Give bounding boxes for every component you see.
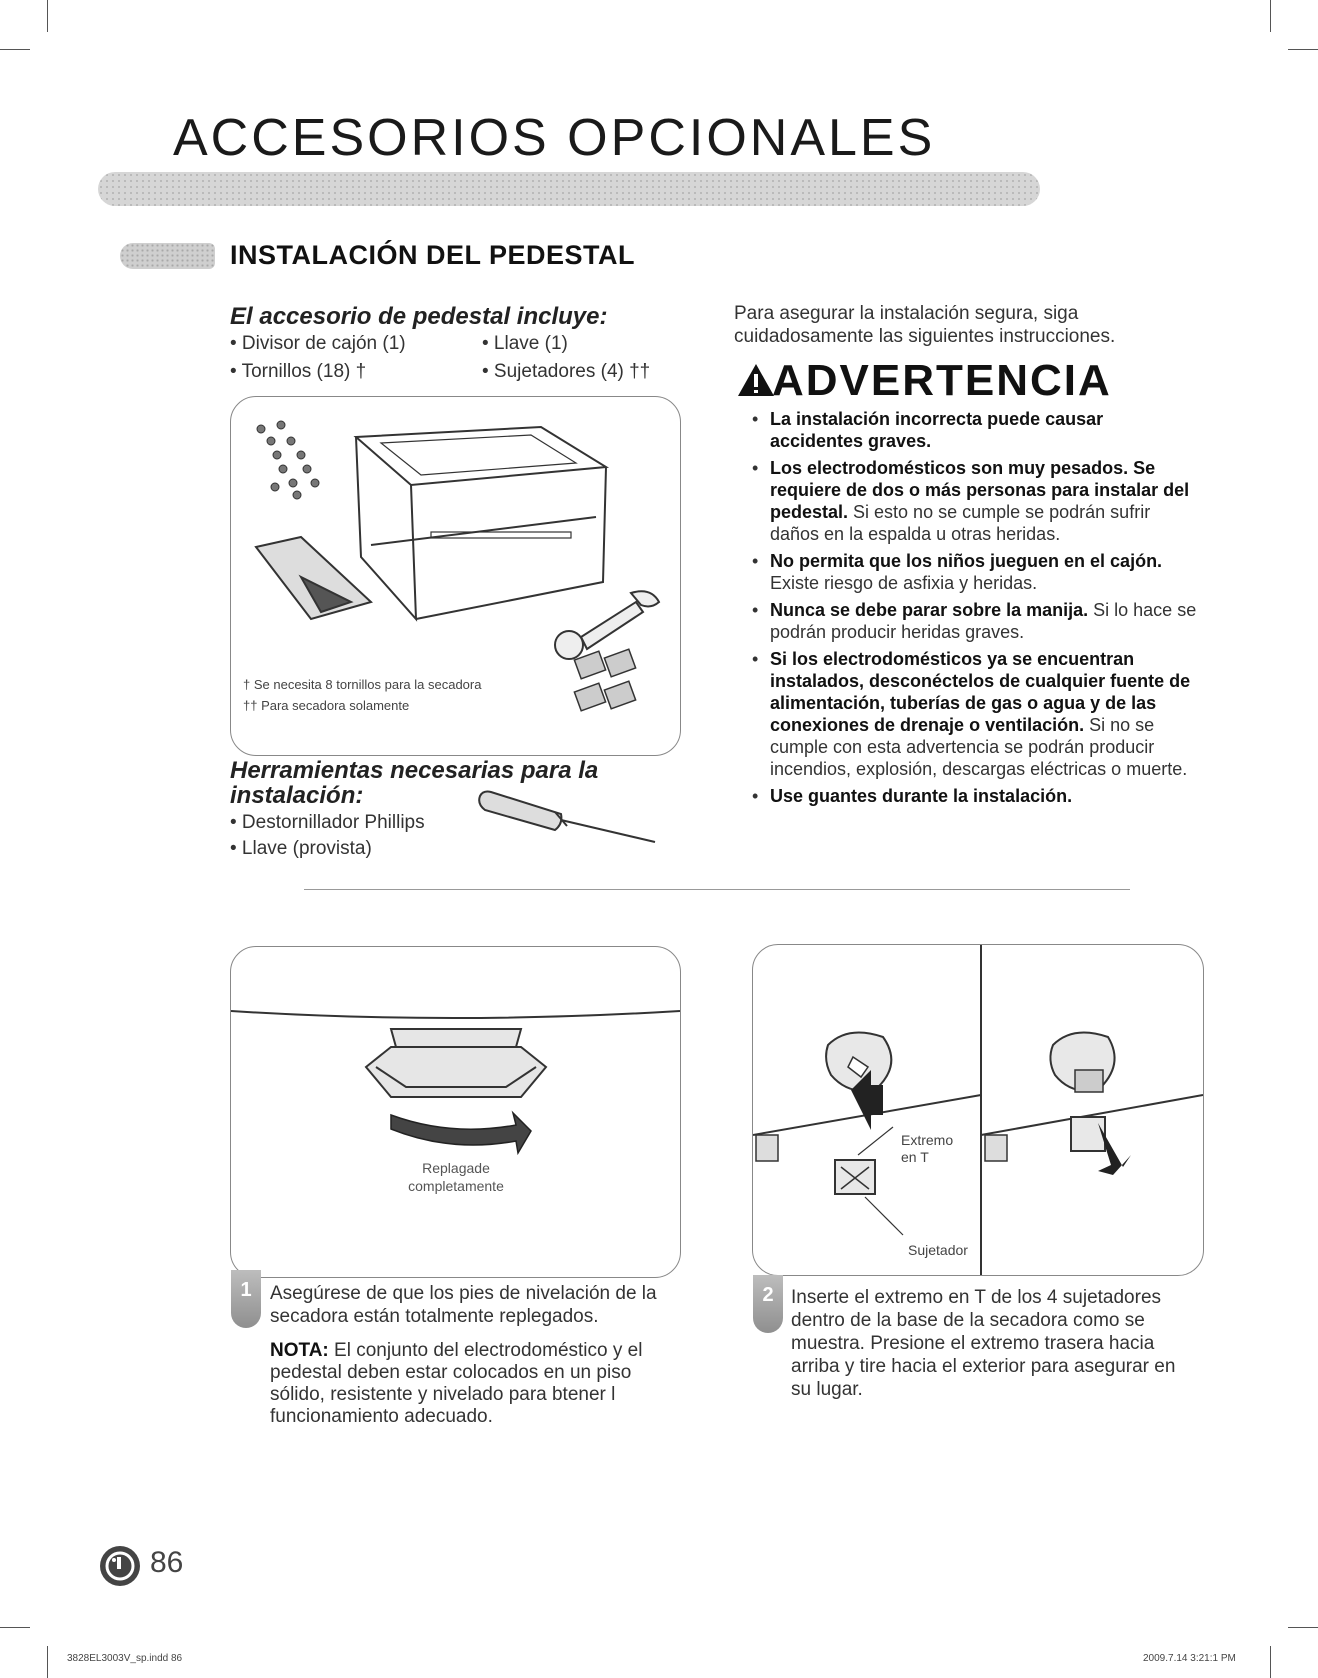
warning-item: • La instalación incorrecta puede causar accidentes graves.: [750, 408, 1200, 452]
warning-item: • No permita que los niños jueguen en el cajón. Existe riesgo de asfixia y heridas.: [750, 550, 1200, 594]
section-divider: [304, 889, 1130, 890]
crop-mark: [0, 49, 30, 50]
section-marker: [120, 243, 215, 269]
tools-heading: instalación:: [230, 782, 364, 809]
file-name: 3828EL3003V_sp.indd 86: [67, 1653, 183, 1664]
page-title: ACCESORIOS OPCIONALES: [173, 109, 936, 167]
warning-title: ADVERTENCIA: [772, 356, 1112, 405]
pedestal-illustration: [231, 397, 680, 755]
warning-triangle-icon: [736, 362, 776, 398]
step1-text: Asegúrese de que los pies de nivelación de la secadora están totalmente replegados.: [270, 1283, 657, 1327]
warning-item: • Los electrodomésticos son muy pesados. Se requiere de dos o más personas para instalar del pedestal. Si esto no se cumple se podrán sufrir daños en la espalda u otras heridas.: [750, 457, 1200, 545]
page-number: 86: [150, 1546, 184, 1579]
title-decorative-bar: [98, 172, 1040, 206]
warning-item: • Si los electrodomésticos ya se encuentran instalados, desconéctelos de cualquier fuente de alimentación, tuberías de gas o agua y de las conexiones de drenaje o ventilación. Si no se cumple con esta advertencia se podrán producir incendios, explosión, descargas eléctricas o muerte.: [750, 648, 1200, 780]
crop-mark: [47, 0, 48, 32]
warning-list: [750, 408, 1200, 812]
wrench-icon: [555, 591, 659, 659]
accessory-item: • Tornillos (18) †: [230, 361, 367, 382]
accessories-note: †† Para secadora solamente: [243, 698, 410, 713]
tools-heading: Herramientas necesarias para la: [230, 757, 599, 784]
crop-mark: [1270, 1646, 1271, 1678]
step1-note: [270, 1340, 690, 1428]
step2-figure-panel: [752, 944, 1204, 1276]
intro-text: cuidadosamente las siguientes instrucciones.: [734, 326, 1116, 347]
accessories-heading: El accesorio de pedestal incluye:: [230, 303, 608, 330]
warning-item: • Nunca se debe parar sobre la manija. Si lo hace se podrán producir heridas graves.: [750, 599, 1200, 643]
leveling-foot-illustration: [231, 947, 680, 1277]
section-title: INSTALACIÓN DEL PEDESTAL: [230, 240, 636, 270]
step1-figure-panel: [230, 946, 681, 1278]
crop-mark: [1288, 1627, 1318, 1628]
step2-text: Inserte el extremo en T de los 4 sujetadores dentro de la base de la secadora como se muestra. Presione el extremo trasera hacia arriba y tire hacia el exterior para asegurar en su lugar.: [791, 1287, 1176, 1400]
screwdriver-icon: [475, 784, 665, 844]
tool-item: • Llave (provista): [230, 838, 372, 859]
accessory-item: • Divisor de cajón (1): [230, 333, 406, 354]
step1-number: 1: [231, 1270, 261, 1328]
intro-text: Para asegurar la instalación segura, siga: [734, 303, 1079, 324]
step2-number: 2: [753, 1275, 783, 1333]
lg-logo-icon: [98, 1544, 142, 1588]
warning-item: • Use guantes durante la instalación.: [750, 785, 1200, 807]
timestamp: 2009.7.14 3:21:1 PM: [1143, 1653, 1236, 1664]
fastener-illustration: [753, 945, 1203, 1275]
crop-mark: [47, 1646, 48, 1678]
figure-label: en T: [901, 1149, 929, 1165]
crop-mark: [1288, 49, 1318, 50]
figure-label: Replagade: [422, 1160, 490, 1176]
accessory-item: • Llave (1): [482, 333, 568, 354]
note-text: El conjunto del electrodoméstico y el pedestal deben estar colocados en un piso sólido, resistente y nivelado para btener l funcionamiento adecuado.: [270, 1340, 643, 1427]
accessories-figure-panel: [230, 396, 681, 756]
figure-label: Sujetador: [908, 1242, 968, 1258]
note-label: NOTA:: [270, 1340, 329, 1361]
accessories-note: † Se necesita 8 tornillos para la secadora: [243, 677, 482, 692]
figure-label: completamente: [408, 1178, 504, 1194]
crop-mark: [1270, 0, 1271, 32]
tool-item: • Destornillador Phillips: [230, 812, 425, 833]
figure-label: Extremo: [901, 1132, 954, 1148]
accessory-item: • Sujetadores (4) ††: [482, 361, 651, 382]
crop-mark: [0, 1627, 30, 1628]
